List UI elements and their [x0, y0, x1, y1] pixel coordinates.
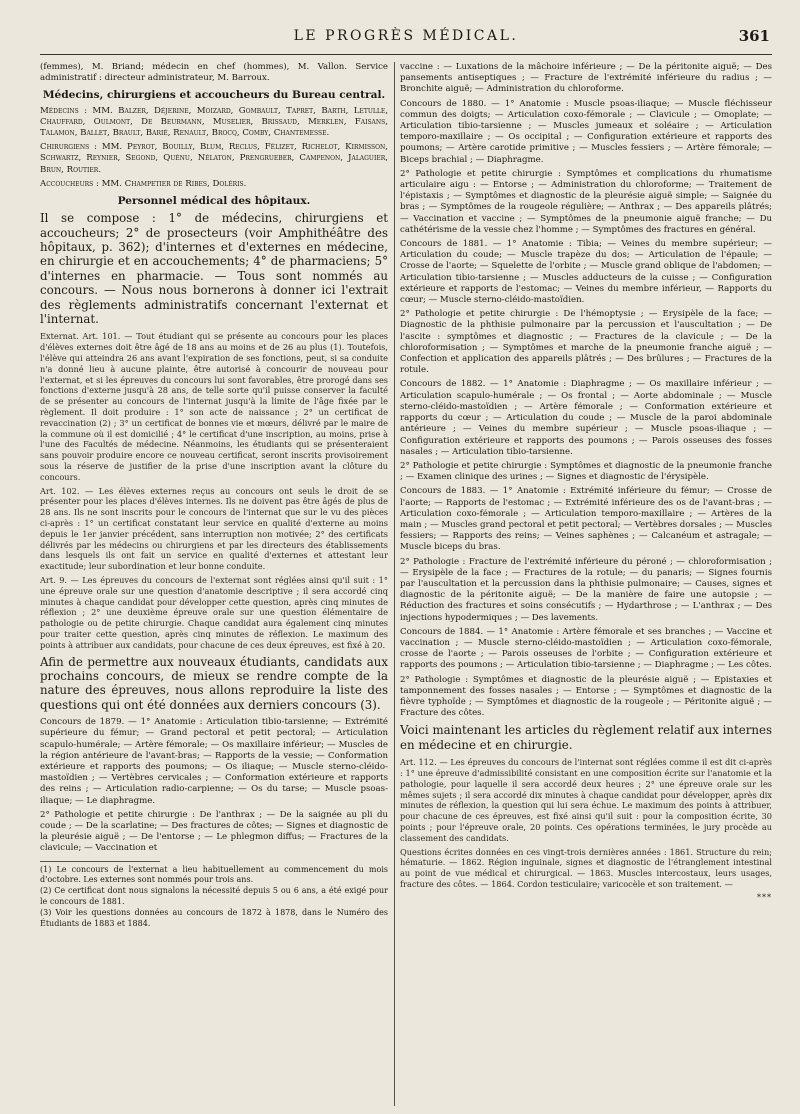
ornament: *** — [757, 892, 772, 902]
paragraph: Chirurgiens : MM. Peyrot, Bouilly, Blum, Reclus, Félizet, Richelot, Kirmisson, Schwartz, Reynier, Segond, Quénu, Nélaton, Prengrueber, Campenon, Jalaguier, Brun, Routier. — [40, 142, 388, 175]
paragraph: 2° Pathologie : Symptômes et diagnostic de la pleurésie aiguë ; — Epistaxies et tamponnement des fosses nasales ; — Entorse ; — Symptômes et diagnostic de la fièvre typhoïde ; — Symptômes et diagnostic de la rougeole ; — Péritonite aiguë ; — Fracture des côtes. — [400, 674, 772, 719]
paragraph: 2° Pathologie et petite chirurgie : De l'anthrax ; — De la saignée au pli du coude ; — De la scarlatine; — Des fractures de côtes; — Signes et diagnostic de la pleurésie aiguë ; — De l'entorse ; — Le phlegmon diffus; — Fractures de la clavicule; — Vaccination et — [40, 809, 388, 854]
paragraph: Art. 9. — Les épreuves du concours de l'externat sont réglées ainsi qu'il suit : 1° une épreuve orale sur une question d'anatomie descriptive ; il sera accordé cinq minutes à chaque candidat pour développer cette question, après cinq minutes de réflexion ; 2° une deuxième épreuve orale sur une question élémentaire de pathologie ou de petite chirurgie. Chaque candidat aura également cinq minutes pour traiter cette question, après cinq minutes de réflexion. Le maximum des points à attribuer aux candidats, pour chacune de ces deux épreuves, est fixé à 20. — [40, 575, 388, 650]
paragraph: 2° Pathologie et petite chirurgie : De l'hémoptysie ; — Erysipèle de la face; — Diagnostic de la phthisie pulmonaire par la percussion et l'auscultation ; — De l'ascite : symptômes et diagnostic ; — Fractures de la clavicule ; — De la chloroformisation ; — Symptômes et marche de la pneumonie franche aiguë ; — Confection et application des appareils plâtrés ; — Des brûlures ; — Fractures de la rotule. — [400, 309, 772, 376]
column-divider — [394, 62, 395, 1106]
journal-title: LE PROGRÈS MÉDICAL. — [293, 28, 519, 44]
paragraph: Voici maintenant les articles du règlement relatif aux internes en médecine et en chirurgie. — [400, 723, 772, 752]
footnote-divider — [40, 861, 160, 862]
section-heading: Médecins, chirurgiens et accoucheurs du Bureau central. — [42, 89, 386, 102]
paragraph: Art. 112. — Les épreuves du concours de l'internat sont réglées comme il est dit ci-après : 1° une épreuve d'admissibilité consistant en une composition écrite sur l'anatomie et la pathologie, pour laquelle il sera accordé deux heures ; 2° une épreuve orale sur les mêmes sujets ; il sera accordé dix minutes à chaque candidat pour développer, après dix minutes de réflexion, la question qui lui sera échue. Le maximum des points à attribuer, pour chacune de ces épreuves, est fixé ainsi qu'il suit : pour la composition écrite, 30 points ; pour l'épreuve orale, 20 points. Ces opérations terminées, le jury procède au classement des candidats. — [400, 757, 772, 843]
paragraph: (femmes), M. Briand; médecin en chef (hommes), M. Vallon. Service administratif : directeur administrateur, M. Barroux. — [40, 62, 388, 84]
paragraph: Concours de 1879. — 1° Anatomie : Articulation tibio-tarsienne; — Extrémité supérieure du fémur; — Grand pectoral et petit pectoral; — Articulation scapulo-humérale; — Artère fémorale; — Os maxillaire inférieur; — Muscles de la région antérieure de l'avant-bras; — Rapports de la vessie; — Conformation extérieure et rapports des poumons; — Os iliaque; — Muscle sterno-cléido-mastoïdien ; — Vertèbres cervicales ; — Conformation extérieure et rapports des reins ; — Articulation radio-carpienne; — Os du tarse; — Muscle psoas-iliaque; — Le diaphragme. — [40, 717, 388, 806]
footnote: (1) Le concours de l'externat a lieu habituellement au commencement du mois d'octobre. Les externes sont nommés pour trois ans. — [40, 864, 388, 885]
footnote: (2) Ce certificat dont nous signalons la nécessité depuis 5 ou 6 ans, a été exigé pour le concours de 1881. — [40, 886, 388, 906]
page-header — [40, 0, 772, 55]
right-column — [400, 62, 772, 1106]
paragraph: Concours de 1882. — 1° Anatomie : Diaphragme ; — Os maxillaire inférieur ; — Articulation scapulo-humérale ; — Os frontal ; — Aorte abdominale ; — Muscle sterno-cléido-mastoïdien ; — Artère fémorale ; — Conformation extérieure et rapports du cœur ; — Articulation du coude ; — Muscle de la paroi abdominale antérieure ; — Veines du membre supérieur ; — Muscle psoas-iliaque ; — Configuration extérieure et rapports des poumons ; — Parois osseuses des fosses nasales ; — Articulation tibio-tarsienne. — [400, 379, 772, 457]
text-columns — [40, 62, 772, 1106]
paragraph: 2° Pathologie et petite chirurgie : Symptômes et diagnostic de la pneumonie franche ; — Examen clinique des urines ; — Signes et diagnostic de l'érysipèle. — [400, 460, 772, 483]
paragraph: Accoucheurs : MM. Champetier de Ribes, Doléris. — [40, 178, 247, 189]
paragraph: Concours de 1881. — 1° Anatomie : Tibia; — Veines du membre supérieur; — Articulation du coude; — Muscle trapèze du dos; — Articulation de l'épaule; — Crosse de l'aorte; — Squelette de l'orbite ; — Muscle grand oblique de l'abdomen; — Articulation tibio-tarsienne ; — Muscles adducteurs de la cuisse ; — Configuration extérieure et rapports de l'estomac; — Veines du membre inférieur, — Rapports du cœur; — Muscle sterno-cléido-mastoïdien. — [400, 239, 772, 306]
paragraph: 2° Pathologie : Fracture de l'extrémité inférieure du péroné ; — chloroformisation ; — Erysipèle de la face ; — Fractures de la rotule; — du panaris; — Signes fournis par l'auscultation et la percussion dans la phthisie pulmonaire; — Causes, signes et diagnostic de la péritonite aiguë; — De la manière de faire une autopsie ; — Réduction des fractures et soins consécutifs ; — Hydarthrose ; — L'anthrax ; — Des injections hypodermiques ; — Des lavements. — [400, 556, 772, 623]
paragraph: Concours de 1880. — 1° Anatomie : Muscle psoas-iliaque; — Muscle fléchisseur commun des doigts; — Articulation coxo-fémorale ; — Clavicule ; — Omoplate; — Articulation tibio-tarsienne ; — Muscles jumeaux et soléaire ; — Articulation temporo-maxillaire ; — Os occipital ; — Configuration extérieure et rapports des poumons; — Artère carotide primitive ; — Muscles fessiers ; — Artère fémorale; — Biceps brachial ; — Diaphragme. — [400, 98, 772, 165]
paragraph: Externat. Art. 101. — Tout étudiant qui se présente au concours pour les places d'élèves externes doit être âgé de 18 ans au moins et de 26 au plus (1). Toutefois, l'élève qui atteindra 26 ans avant l'expiration de ses fonctions, peut, si sa conduite n'a donné lieu à aucune plainte, être autorisé à concourir de nouveau pour l'externat, et si les épreuves du concours lui sont favorables, être prorogé dans ses fonctions d'externe jusqu'à 28 ans, de telle sorte qu'il puisse conserver la faculté de se présenter au concours de l'internat jusqu'à la limite de l'âge fixée par le règlement. Il doit produire : 1° son acte de naissance ; 2° un certificat de revaccination (2) ; 3° un certificat de bonnes vie et mœurs, délivré par le maire de la commune où il est domicilié ; 4° le certificat d'une inscription, au moins, prise à l'une des Facultés de médecine. Néanmoins, les étudiants qui se présenteraient sans pouvoir produire encore ce nouveau certificat, seront inscrits provisoirement sous la réserve de justifier de la prise d'une inscription avant la clôture du concours. — [40, 331, 388, 482]
paragraph: Médecins : MM. Balzer, Déjerine, Moizard, Gombault, Tapret, Barth, Letulle, Chauffard, Oulmont, De Beurmann, Muselier, Brissaud, Merklen, Faisans, Talamon, Ballet, Brault, Barié, Renault, Brocq, Comby, Chantemesse. — [40, 105, 388, 139]
left-column — [40, 62, 388, 1106]
section-heading: Personnel médical des hôpitaux. — [117, 195, 311, 208]
paragraph: Art. 102. — Les élèves externes reçus au concours ont seuls le droit de se présenter pour les places d'élèves internes. Ils ne doivent pas être âgés de plus de 28 ans. Ils ne sont inscrits pour le concours de l'internat que sur le vu des pièces ci-après : 1° un certificat constatant leur service en qualité d'externe au moins depuis le 1er janvier précédent, sans interruption non motivée; 2° des certificats délivrés par les médecins ou chirurgiens et par les directeurs des établissements dans lesquels ils ont fait un service en qualité d'externes et attestant leur exactitude; leur subordination et leur bonne conduite. — [40, 485, 388, 572]
paragraph: Afin de permettre aux nouveaux étudiants, candidats aux prochains concours, de mieux se rendre compte de la nature des épreuves, nous allons reproduire la liste des questions qui ont été données aux derniers concours (3). — [40, 654, 388, 712]
paragraph: Concours de 1884. — 1° Anatomie : Artère fémorale et ses branches ; — Vaccine et vaccination ; — Muscle sterno-cléido-mastoïdien ; — Articulation coxo-fémorale, crosse de l'aorte ; — Parois osseuses de l'orbite ; — Configuration extérieure et rapports des poumons ; — Articulation tibio-tarsienne ; — Diaphragme ; — Les côtes. — [400, 626, 772, 671]
paragraph: Questions écrites données en ces vingt-trois dernières années : 1861. Structure du rein; hématurie. — 1862. Région inguinale, signes et diagnostic de l'étranglement intestinal au point de vue médical et chirurgical. — 1863. Muscles intercostaux, leurs usages, fracture des côtes. — 1864. Cordon testiculaire; varicocèle et son traitement. — — [400, 846, 772, 889]
page-number: 361 — [738, 27, 770, 45]
paragraph: 2° Pathologie et petite chirurgie : Symptômes et complications du rhumatisme articulaire aigu : — Entorse ; — Administration du chloroforme; — Traitement de l'épistaxis ; — Symptômes et diagnostic de la pleurésie aiguë simple; — Saignée du bras ; — Symptômes de la rougeole régulière; — Anthrax ; — Des appareils plâtrés; — Vaccination et vaccine ; — Symptômes de la pneumonie aiguë franche; — Du cathétérisme de la vessie chez l'homme ; — Symptômes des fractures en général. — [400, 168, 772, 235]
paragraph: vaccine : — Luxations de la mâchoire inférieure ; — De la péritonite aiguë; — Des pansements antiseptiques ; — Fracture de l'extrémité inférieure du radius ; — Bronchite aiguë; — Administration du chloroforme. — [400, 62, 772, 95]
paragraph: Il se compose : 1° de médecins, chirurgiens et accoucheurs; 2° de prosecteurs (voir Amphithéâtre des hôpitaux, p. 362); d'internes et d'externes en médecine, en chirurgie et en accouchements; 4° de pharmaciens; 5° d'internes en pharmacie. — Tous sont nommés au concours. — Nous nous bornerons à donner ici l'extrait des règlements administratifs concernant l'externat et l'internat. — [40, 211, 388, 327]
footnote: (3) Voir les questions données au concours de 1872 à 1878, dans le Numéro des Étudiants de 1883 et 1884. — [40, 908, 388, 928]
paragraph: Concours de 1883. — 1° Anatomie : Extrémité inférieure du fémur; — Crosse de l'aorte; — Rapports de l'estomac ; — Extrémité inférieure des os de l'avant-bras ; — Articulation coxo-fémorale ; — Articulation temporo-maxillaire ; — Artères de la main ; — Muscles grand pectoral et petit pectoral; — Vertèbres dorsales ; — Muscles fessiers; — Rapports des reins; — Veines saphènes ; — Calcanéum et astragale; — Muscle biceps du bras. — [400, 486, 772, 553]
